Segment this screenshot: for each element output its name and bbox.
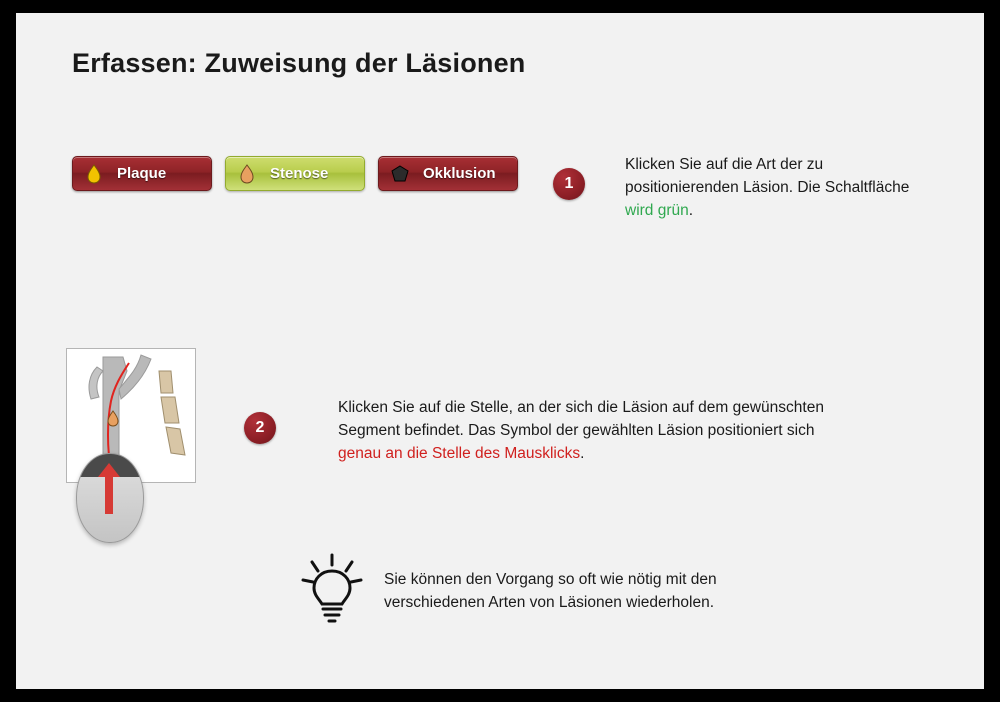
plaque-icon — [83, 162, 105, 186]
page-title: Erfassen: Zuweisung der Läsionen — [72, 48, 526, 78]
stenose-button-label: Stenose — [270, 165, 329, 182]
step-2-text-part-2: . — [580, 445, 585, 462]
step-2-text-highlight: genau an die Stelle des Mausklicks — [338, 445, 581, 462]
plaque-button[interactable] — [72, 156, 212, 191]
slide-canvas — [16, 13, 984, 689]
stenose-icon — [236, 162, 258, 186]
stenose-button[interactable] — [225, 156, 365, 191]
step-1-text-part-2: . — [688, 202, 694, 219]
step-2-text — [338, 396, 838, 465]
okklusion-button-label: Okklusion — [423, 165, 496, 182]
step-1-text-part-0: Klicken Sie auf die Art der zu positionierenden Läsion. Die Schaltfläche — [625, 156, 910, 196]
tip-text: Sie können den Vorgang so oft wie nötig mit den verschiedenen Arten von Läsionen wiederholen. — [384, 571, 717, 611]
mouse-up-arrow-icon — [105, 476, 113, 514]
plaque-button-label: Plaque — [117, 165, 167, 182]
step-1-text-highlight: wird grün — [625, 202, 689, 219]
mouse-cursor-illustration — [76, 453, 144, 543]
lightbulb-icon — [299, 553, 365, 625]
okklusion-icon — [389, 162, 411, 186]
step-badge-1: 1 — [553, 168, 585, 200]
step-1-text — [625, 153, 915, 222]
step-2-text-part-0: Klicken Sie auf die Stelle, an der sich die Läsion auf dem gewünschten Segment befindet. Das Symbol der gewählten Läsion positioniert sich — [338, 399, 824, 439]
okklusion-button[interactable] — [378, 156, 518, 191]
step-badge-2: 2 — [244, 412, 276, 444]
